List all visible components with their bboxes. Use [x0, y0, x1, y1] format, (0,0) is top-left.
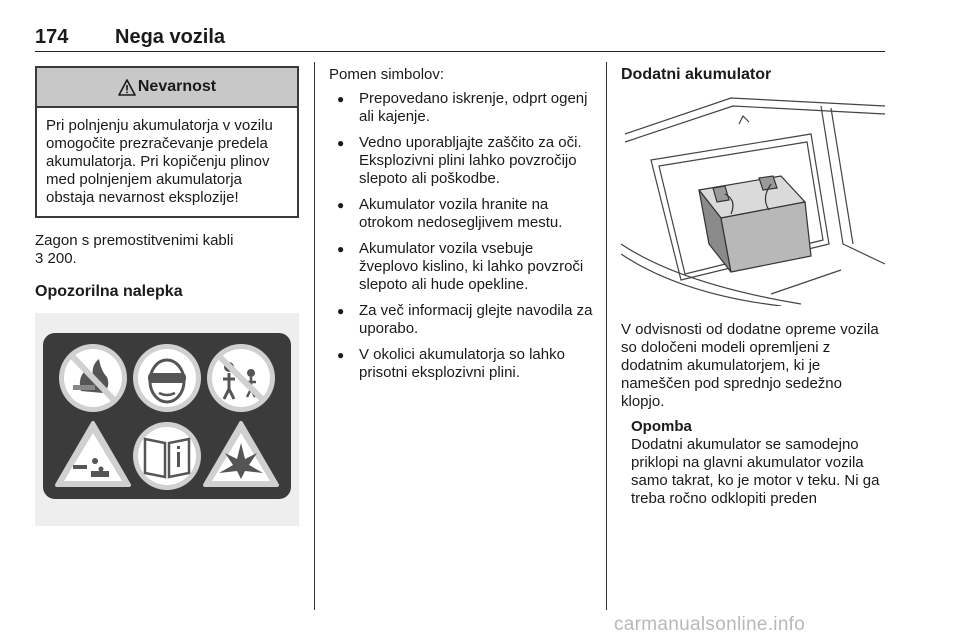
list-item: ● Vedno uporabljajte zaščito za oči. Eksplozivni plini lahko povzročijo slepoto ali poškodbe.	[329, 134, 594, 188]
note-title: Opomba	[631, 418, 692, 435]
jump-start-text: Zagon s premostitvenimi kabli	[35, 232, 234, 249]
note-text: Dodatni akumulator se samodejno priklopi na glavni akumulator vozila samo takrat, ko je motor v teku. Ni ga treba ročno odklopiti preden	[631, 436, 880, 507]
page-header	[35, 22, 885, 52]
list-item: ● V okolici akumulatorja so lahko prisotni eksplozivni plini.	[329, 346, 594, 382]
eye-protection-icon	[133, 344, 201, 412]
page-title: Nega vozila	[115, 26, 226, 48]
symbol-meanings-list	[329, 90, 594, 382]
read-manual-icon	[133, 422, 201, 490]
auxiliary-battery-text: V odvisnosti od dodatne opreme vozila so določeni modeli opremljeni z dodatnim akumulatorjem, ki je nameščen pod sprednjo sedežno klopjo.	[621, 321, 879, 410]
column-right	[621, 66, 886, 508]
keep-children-away-icon	[207, 344, 275, 412]
note-box	[621, 418, 886, 508]
auxiliary-battery-illustration	[621, 94, 885, 306]
warning-label-illustration	[35, 313, 299, 526]
danger-box	[35, 66, 299, 218]
explosion-warning-icon	[205, 423, 277, 485]
symbols-intro: Pomen simbolov:	[329, 66, 445, 83]
auxiliary-battery-heading: Dodatni akumulator	[621, 66, 772, 83]
list-item: ● Prepovedano iskrenje, odprt ogenj ali kajenje.	[329, 90, 594, 126]
list-item: ● Za več informacij glejte navodila za uporabo.	[329, 302, 594, 338]
page-reference-link[interactable]: 3 200.	[35, 250, 77, 267]
warning-label-panel	[43, 333, 291, 499]
jump-start-reference	[35, 232, 299, 268]
column-divider-left	[314, 62, 315, 610]
no-fire-icon	[59, 344, 127, 412]
list-item: ● Akumulator vozila hranite na otrokom nedosegljivem mestu.	[329, 196, 594, 232]
warning-triangle-icon	[118, 79, 136, 96]
acid-warning-icon	[57, 423, 129, 485]
list-item: ● Akumulator vozila vsebuje žveplovo kislino, ki lahko povzroči slepoto ali hude opekline.	[329, 240, 594, 294]
page-number: 174	[35, 26, 69, 48]
danger-box-header	[37, 68, 297, 108]
column-middle	[329, 66, 594, 390]
warning-label-heading: Opozorilna nalepka	[35, 283, 183, 300]
column-divider-right	[606, 62, 607, 610]
watermark: carmanualsonline.info	[614, 614, 806, 635]
danger-title: Nevarnost	[137, 78, 217, 95]
danger-text: Pri polnjenju akumulatorja v vozilu omogočite prezračevanje predela akumulatorja. Pri kopičenju plinov med polnjenjem akumulatorja obstaja nevarnost eksplozije!	[46, 117, 273, 206]
column-left	[35, 66, 299, 526]
